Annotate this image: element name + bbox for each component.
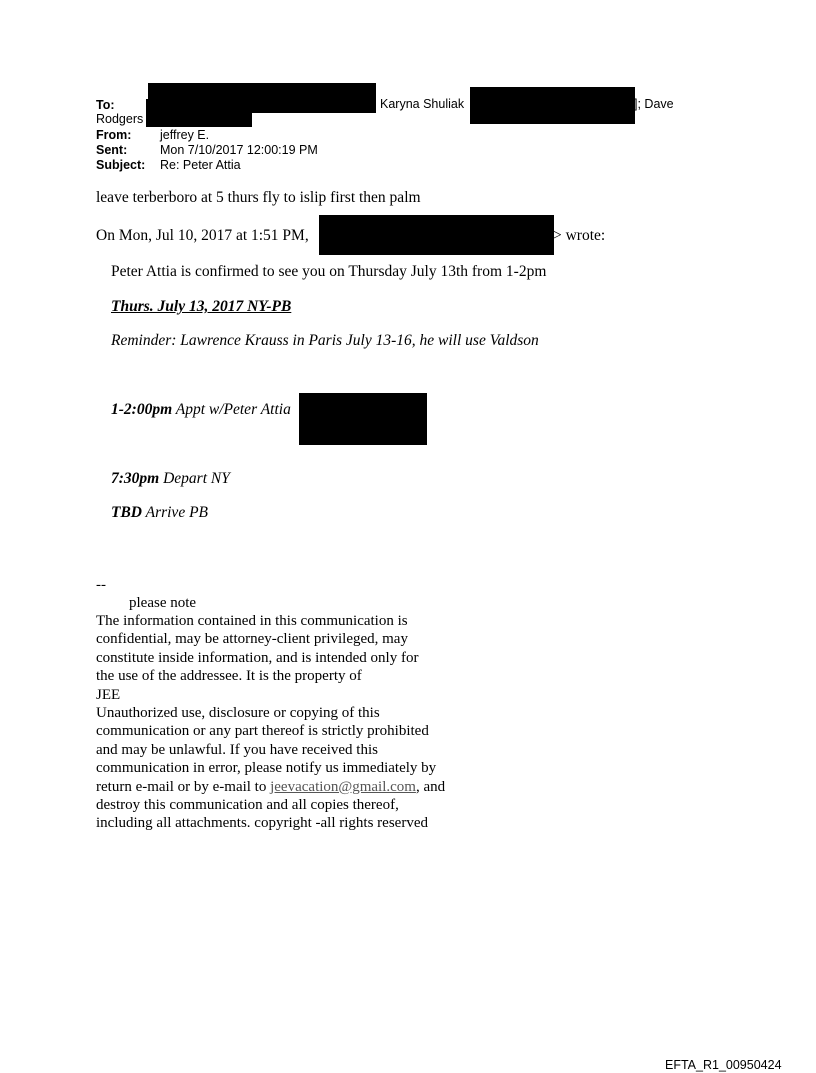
schedule-item [111, 401, 291, 419]
subject-value: Re: Peter Attia [160, 158, 241, 172]
from-value: jeffrey E. [160, 128, 210, 142]
schedule-time: 7:30pm [111, 470, 160, 487]
quote-intro: On Mon, Jul 10, 2017 at 1:51 PM, [96, 227, 309, 244]
sent-value: Mon 7/10/2017 12:00:19 PM [160, 143, 318, 157]
email-prefix: return e-mail or by e-mail to [96, 778, 271, 795]
redaction-box [319, 215, 554, 255]
signature-dashes: -- [96, 577, 106, 593]
disclaimer-line: Unauthorized use, disclosure or copying of this [96, 705, 380, 722]
disclaimer-line: and may be unlawful. If you have received this [96, 741, 378, 758]
schedule-item [111, 470, 230, 488]
disclaimer-line: JEE [96, 686, 121, 703]
please-note: please note [129, 595, 197, 611]
subject-label: Subject: [96, 158, 146, 172]
schedule-desc: Arrive PB [142, 504, 209, 521]
to-recipient-name: Karyna Shuliak [380, 97, 465, 111]
confirmation-line: Peter Attia is confirmed to see you on Thursday July 13th from 1-2pm [111, 263, 547, 280]
disclaimer-line: The information contained in this communication is [96, 613, 408, 629]
sent-label: Sent: [96, 143, 128, 157]
email-suffix: , and [415, 778, 446, 795]
reply-line: leave terberboro at 5 thurs fly to islip first then palm [96, 189, 421, 206]
schedule-item [111, 504, 208, 522]
redaction-box [299, 393, 427, 445]
to-label: To: [96, 98, 115, 112]
disclaimer-email-line [96, 778, 445, 796]
quote-intro-tail: > wrote: [553, 227, 606, 244]
disclaimer-line: constitute inside information, and is intended only for [96, 649, 419, 666]
schedule-time: TBD [111, 504, 142, 521]
day-heading: Thurs. July 13, 2017 NY-PB [111, 298, 292, 315]
document-id: EFTA_R1_00950424 [665, 1058, 782, 1072]
schedule-time: 1-2:00pm [111, 401, 173, 418]
disclaimer-line: the use of the addressee. It is the property of [96, 668, 362, 685]
to-recipient-line2: Rodgers [96, 112, 144, 126]
disclaimer-line: confidential, may be attorney-client privileged, may [96, 631, 408, 648]
reminder-line: Reminder: Lawrence Krauss in Paris July 13-16, he will use Valdson [111, 332, 539, 349]
disclaimer-line: including all attachments. copyright -all rights reserved [96, 815, 428, 832]
disclaimer-line: communication in error, please notify us immediately by [96, 760, 437, 777]
disclaimer-line: destroy this communication and all copies thereof, [96, 797, 399, 814]
from-label: From: [96, 128, 132, 142]
to-recipient-tail: ]; Dave [634, 97, 674, 111]
disclaimer-line: communication or any part thereof is strictly prohibited [96, 723, 429, 740]
schedule-desc: Appt w/Peter Attia [172, 401, 291, 418]
disclaimer-text [96, 612, 445, 833]
email-link[interactable]: jeevacation@gmail.com [270, 778, 416, 795]
redaction-box [470, 87, 635, 124]
redaction-box [146, 111, 252, 127]
schedule-desc: Depart NY [159, 470, 230, 487]
